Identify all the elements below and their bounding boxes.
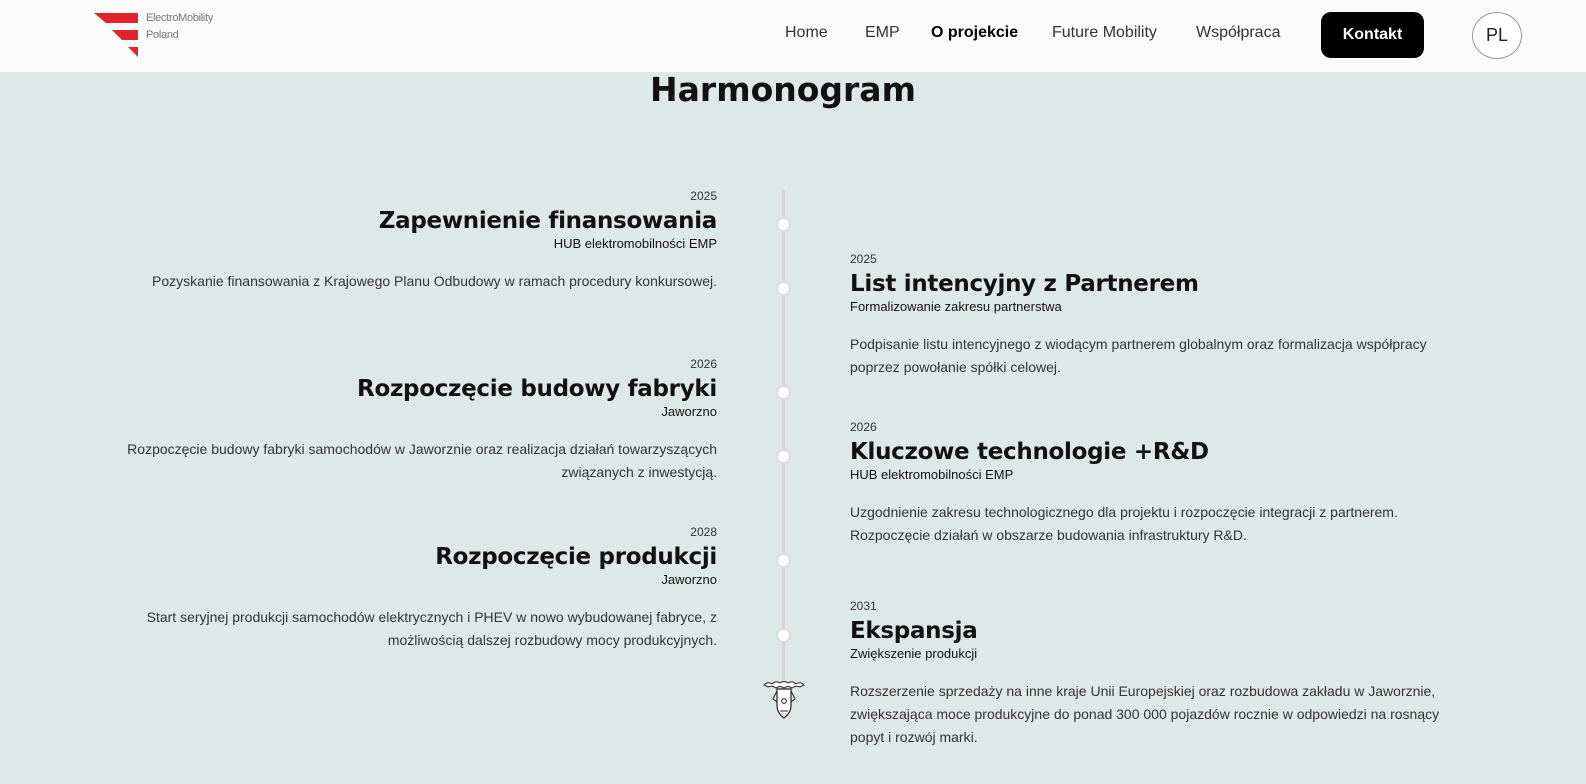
item-description: Start seryjnej produkcji samochodów elektrycznych i PHEV w nowo wybudowanej fabryce, z możliwością dalszej rozbudowy mocy produkcyjnych.: [146, 609, 717, 648]
item-year: 2025: [850, 252, 877, 266]
item-subtitle: Jaworzno: [661, 404, 717, 419]
timeline-item: [850, 252, 1470, 379]
nav-emp[interactable]: EMP: [865, 24, 900, 41]
timeline-item: [850, 599, 1470, 749]
timeline-line: [782, 190, 785, 680]
logo-mark-icon: [94, 12, 144, 58]
item-year: 2025: [690, 189, 717, 203]
timeline-dot: [776, 449, 791, 464]
item-year: 2026: [850, 420, 877, 434]
rocket-icon: [762, 675, 806, 721]
item-year: 2028: [690, 525, 717, 539]
timeline-item: [97, 525, 717, 652]
timeline-item: [97, 357, 717, 484]
item-subtitle: Jaworzno: [661, 572, 717, 587]
item-description: Pozyskanie finansowania z Krajowego Planu Odbudowy w ramach procedury konkursowej.: [152, 273, 717, 289]
item-subtitle: HUB elektromobilności EMP: [553, 236, 717, 251]
nav-home[interactable]: Home: [785, 24, 828, 41]
timeline-dot: [776, 217, 791, 232]
timeline-dot: [776, 281, 791, 296]
nav-o-projekcie[interactable]: O projekcie: [931, 24, 1019, 41]
item-title: Rozpoczęcie produkcji: [435, 544, 717, 570]
timeline-dot: [776, 628, 791, 643]
item-title: Zapewnienie finansowania: [378, 208, 717, 234]
contact-button[interactable]: Kontakt: [1321, 12, 1424, 58]
item-title: List intencyjny z Partnerem: [850, 271, 1199, 297]
timeline-item: [97, 189, 717, 293]
item-year: 2031: [850, 599, 877, 613]
item-title: Rozpoczęcie budowy fabryki: [357, 376, 717, 402]
language-switcher[interactable]: PL: [1472, 12, 1522, 59]
item-title: Kluczowe technologie +R&D: [850, 439, 1209, 465]
nav-wspolpraca[interactable]: Współpraca: [1196, 24, 1281, 41]
logo[interactable]: [94, 12, 224, 58]
section-title: Harmonogram: [650, 70, 916, 109]
item-description: Uzgodnienie zakresu technologicznego dla projektu i rozpoczęcie integracji z partnerem. Rozpoczęcie działań w obszarze budowania infrastruktury R&D.: [850, 504, 1398, 543]
timeline-item: [850, 420, 1470, 547]
item-description: Rozszerzenie sprzedaży na inne kraje Unii Europejskiej oraz rozbudowa zakładu w Jaworznie, zwiększająca moce produkcyjne do ponad 300 000 pojazdów rocznie w odpowiedzi na rosnący popyt i rozwój marki.: [850, 683, 1440, 745]
timeline-dot: [776, 385, 791, 400]
item-description: Podpisanie listu intencyjnego z wiodącym partnerem globalnym oraz formalizacja współpracy poprzez powołanie spółki celowej.: [850, 336, 1427, 375]
item-description: Rozpoczęcie budowy fabryki samochodów w Jaworznie oraz realizacja działań towarzyszących związanych z inwestycją.: [127, 441, 717, 480]
item-title: Ekspansja: [850, 618, 978, 644]
site-header: [0, 0, 1586, 73]
logo-text-line1: ElectroMobility: [146, 12, 214, 24]
nav-future-mobility[interactable]: Future Mobility: [1052, 24, 1157, 41]
item-subtitle: HUB elektromobilności EMP: [850, 467, 1014, 482]
item-subtitle: Formalizowanie zakresu partnerstwa: [850, 299, 1062, 314]
logo-text-line2: Poland: [146, 29, 179, 41]
item-subtitle: Zwiększenie produkcji: [850, 646, 978, 661]
item-year: 2026: [690, 357, 717, 371]
timeline-dot: [776, 553, 791, 568]
